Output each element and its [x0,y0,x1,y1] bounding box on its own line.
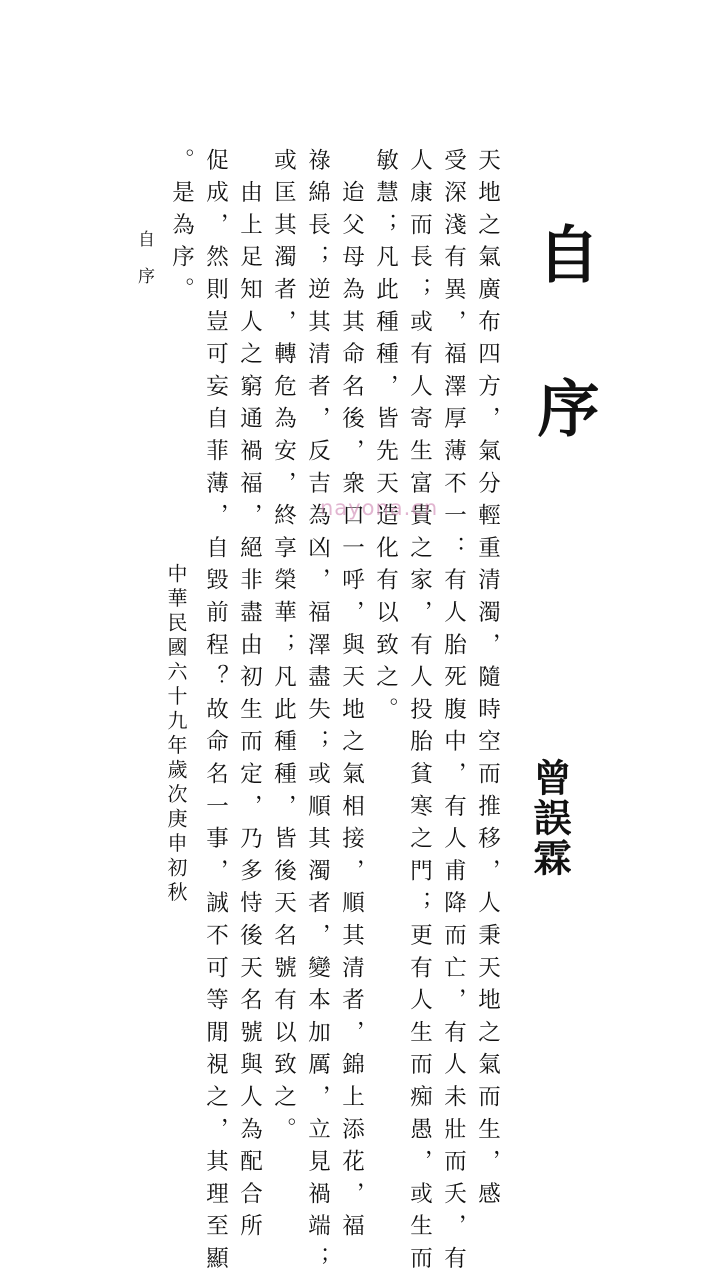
body-line-8: 由上足知人之窮通禍福，絕非盡由初生而定，乃多恃後天名號與人為配合所 [236,148,263,1247]
running-head: 自序 [134,230,154,304]
body-line-4: 敏慧；凡此種種，皆先天造化有以致之。 [372,148,399,730]
body-line-7: 或匡其濁者，轉危為安，終享榮華；凡此種種，皆後天名號有以致之。 [270,148,297,1150]
date-line: 中華民國六十九年歲次庚申初秋 [164,563,188,906]
body-line-10: 。是為序。 [168,148,195,310]
author-name: 曾誤霖 [527,758,571,878]
body-line-3: 人康而長；或有人寄生富貴之家，有人投胎貧寒之門；更有人生而痴愚，或生而 [406,148,433,1279]
watermark-text: nayona.cn [320,496,439,520]
body-line-5: 迨父母為其命名後，衆口一呼，與天地之氣相接，順其清者，錦上添花，福 [338,148,365,1247]
body-line-2: 受深淺有異，福澤厚薄不一：有人胎死腹中，有人甫降而亡，有人未壯而夭，有 [440,148,467,1279]
body-line-1: 天地之氣廣布四方，氣分輕重清濁，隨時空而推移，人秉天地之氣而生，感 [474,148,501,1214]
body-line-6: 祿綿長；逆其清者，反吉為凶，福澤盡失；或順其濁者，變本加厲，立見禍端； [304,148,331,1279]
body-line-9: 促成，然則豈可妄自菲薄，自毀前程？故命名一事，誠不可等閒視之，其理至顯 [202,148,229,1279]
page-title: 自序 [527,222,600,530]
